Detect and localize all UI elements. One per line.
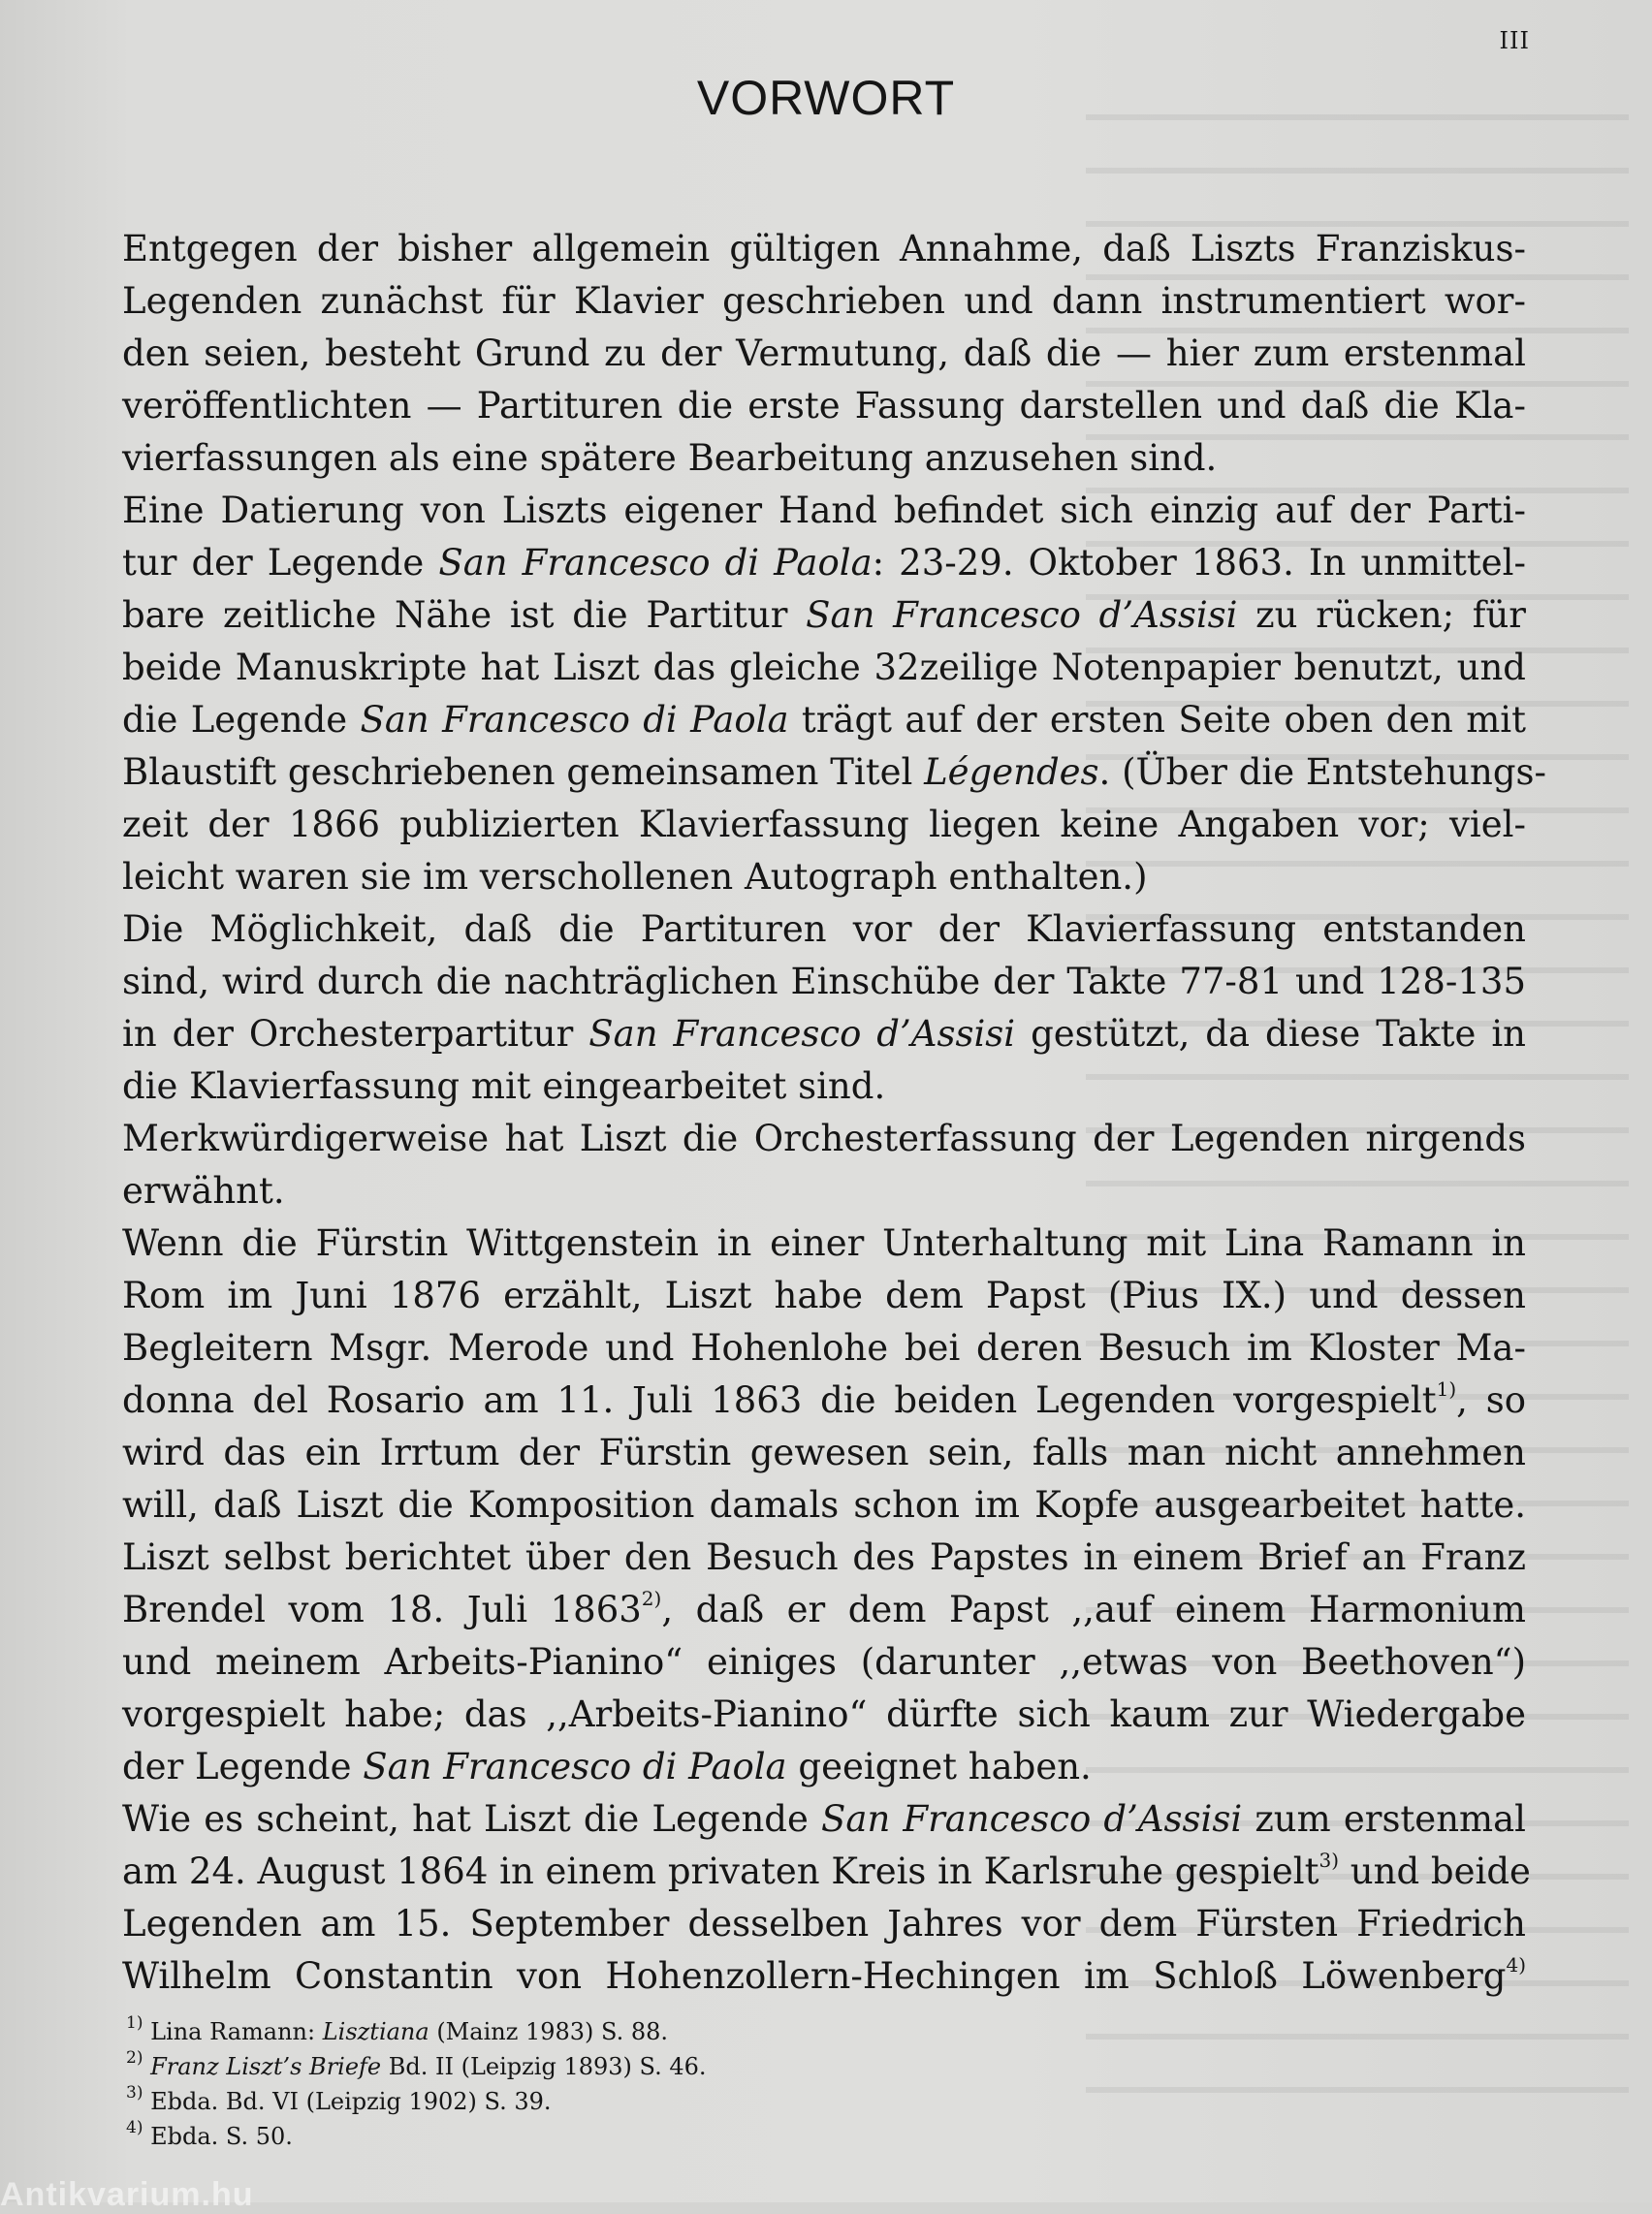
footnote-ref: 2) xyxy=(641,1586,662,1610)
text-run: . (Über die Entstehungs- xyxy=(1098,751,1547,793)
text-run: die Legende xyxy=(122,699,361,741)
text-run: will, daß Liszt die Komposition damals schon im Kopfe ausgearbeitet hatte. xyxy=(122,1484,1526,1526)
footnotes xyxy=(126,2014,707,2154)
text-line xyxy=(122,1898,1526,1950)
text-line xyxy=(122,1636,1526,1689)
text-line xyxy=(122,799,1526,851)
text-run: , so xyxy=(1456,1379,1526,1421)
text-run: Wie es scheint, hat Liszt die Legende xyxy=(122,1798,822,1840)
text-line xyxy=(122,380,1526,432)
footnote-text: (Mainz 1983) S. 88. xyxy=(429,2018,669,2045)
footnote-text: Ebda. S. 50. xyxy=(143,2123,293,2150)
text-line xyxy=(122,1427,1526,1479)
text-line xyxy=(122,642,1526,694)
italic-title: San Francesco d’Assisi xyxy=(821,1798,1243,1840)
footnote xyxy=(126,2049,707,2084)
text-run: Legenden am 15. September desselben Jahres vor dem Fürsten Friedrich xyxy=(122,1903,1526,1945)
text-line xyxy=(122,1375,1526,1427)
text-run: zum erstenmal xyxy=(1242,1798,1527,1840)
text-run: Entgegen der bisher allgemein gültigen Annahme, daß Liszts Franziskus- xyxy=(122,228,1526,269)
footnote xyxy=(126,2119,707,2154)
text-run: zeit der 1866 publizierten Klavierfassung liegen keine Angaben vor; viel- xyxy=(122,804,1526,845)
text-run: und meinem Arbeits-Pianino“ einiges (darunter ,,etwas von Beethoven“) xyxy=(122,1641,1526,1683)
text-line xyxy=(122,903,1526,956)
page-title: VORWORT xyxy=(696,71,956,125)
footnote-text: Bd. II (Leipzig 1893) S. 46. xyxy=(381,2053,707,2080)
text-run: donna del Rosario am 11. Juli 1863 die beiden Legenden vorgespielt xyxy=(122,1379,1437,1421)
text-line xyxy=(122,1322,1526,1375)
footnote-ref: 2) xyxy=(126,2048,143,2068)
text-run: veröffentlichten — Partituren die erste Fassung darstellen und daß die Kla- xyxy=(122,385,1526,427)
text-line xyxy=(122,1532,1526,1584)
page-number: III xyxy=(1499,27,1530,54)
text-run: gestützt, da diese Takte in xyxy=(1015,1013,1526,1055)
text-line xyxy=(122,328,1526,380)
text-run: den seien, besteht Grund zu der Vermutung, daß die — hier zum erstenmal xyxy=(122,332,1526,374)
text-run: Liszt selbst berichtet über den Besuch des Papstes in einem Brief an Franz xyxy=(122,1536,1526,1578)
text-run: Die Möglichkeit, daß die Partituren vor der Klavierfassung entstanden xyxy=(122,908,1526,950)
text-line xyxy=(122,1741,1526,1793)
text-run: vorgespielt habe; das ,,Arbeits-Pianino“ dürfte sich kaum zur Wiedergabe xyxy=(122,1693,1526,1735)
text-run: bare zeitliche Nähe ist die Partitur xyxy=(122,594,807,636)
italic-title: San Francesco di Paola xyxy=(363,1746,787,1787)
text-run: die Klavierfassung mit eingearbeitet sind. xyxy=(122,1065,886,1107)
text-line xyxy=(122,1113,1526,1165)
watermark: Antikvarium.hu xyxy=(0,2176,254,2213)
text-run: und beide xyxy=(1339,1850,1531,1892)
text-run: Merkwürdigerweise hat Liszt die Orchesterfassung der Legenden nirgends xyxy=(122,1118,1526,1159)
text-line xyxy=(122,537,1526,589)
text-line xyxy=(122,694,1526,746)
text-run: beide Manuskripte hat Liszt das gleiche 32zeilige Notenpapier benutzt, und xyxy=(122,647,1526,688)
footnote xyxy=(126,2014,707,2049)
text-line xyxy=(122,1479,1526,1532)
text-run: in der Orchesterpartitur xyxy=(122,1013,589,1055)
italic-title: San Francesco d’Assisi xyxy=(806,594,1238,636)
footnote-ref: 1) xyxy=(1436,1376,1457,1401)
footnote-ref: 1) xyxy=(126,2013,143,2033)
text-run: leicht waren sie im verschollenen Autograph enthalten.) xyxy=(122,856,1148,898)
text-line xyxy=(122,1689,1526,1741)
text-run: Brendel vom 18. Juli 1863 xyxy=(122,1589,642,1630)
text-run: trägt auf der ersten Seite oben den mit xyxy=(788,699,1526,741)
text-line xyxy=(122,589,1526,642)
text-run: zu rücken; für xyxy=(1237,594,1526,636)
italic-title: Lisztiana xyxy=(322,2018,429,2045)
italic-title: Franz Liszt’s Briefe xyxy=(150,2053,382,2080)
text-run: Wilhelm Constantin von Hohenzollern-Hechingen im Schloß Löwenberg xyxy=(122,1955,1507,1997)
italic-title: San Francesco di Paola xyxy=(360,699,789,741)
text-line xyxy=(122,275,1526,328)
text-run: wird das ein Irrtum der Fürstin gewesen sein, falls man nicht annehmen xyxy=(122,1432,1526,1473)
text-run: , daß er dem Papst ,,auf einem Harmonium xyxy=(661,1589,1526,1630)
footnote-text: Lina Ramann: xyxy=(143,2018,323,2045)
text-run: Wenn die Fürstin Wittgenstein in einer Unterhaltung mit Lina Ramann in xyxy=(122,1222,1526,1264)
text-run: geeignet haben. xyxy=(786,1746,1092,1787)
preface-body xyxy=(122,223,1547,2003)
italic-title: San Francesco di Paola xyxy=(438,542,873,584)
footnote-text: Ebda. Bd. VI (Leipzig 1902) S. 39. xyxy=(143,2088,552,2115)
text-line xyxy=(122,1060,1526,1113)
text-line xyxy=(122,1008,1526,1060)
footnote xyxy=(126,2084,707,2119)
text-run: Blaustift geschriebenen gemeinsamen Titel xyxy=(122,751,925,793)
text-run: der Legende xyxy=(122,1746,364,1787)
text-run: Legenden zunächst für Klavier geschrieben und dann instrumentiert wor- xyxy=(122,280,1526,322)
text-line xyxy=(122,956,1526,1008)
text-run: vierfassungen als eine spätere Bearbeitung anzusehen sind. xyxy=(122,437,1218,479)
text-line xyxy=(122,851,1526,903)
footnote-ref: 3) xyxy=(126,2083,143,2103)
footnote-text xyxy=(143,2053,150,2080)
text-run: sind, wird durch die nachträglichen Einschübe der Takte 77-81 und 128-135 xyxy=(122,961,1526,1002)
text-run: Begleitern Msgr. Merode und Hohenlohe bei deren Besuch im Kloster Ma- xyxy=(122,1327,1526,1369)
text-run: erwähnt. xyxy=(122,1170,285,1212)
text-run: am 24. August 1864 in einem privaten Kreis in Karlsruhe gespielt xyxy=(122,1850,1319,1892)
text-line xyxy=(122,1165,1526,1218)
text-line xyxy=(122,485,1526,537)
text-line xyxy=(122,1584,1526,1636)
footnote-ref: 4) xyxy=(1506,1952,1526,1977)
italic-title: Légendes xyxy=(924,751,1099,793)
footnote-ref: 4) xyxy=(126,2118,143,2137)
text-line xyxy=(122,1950,1526,2003)
text-line xyxy=(122,1793,1526,1846)
italic-title: San Francesco d’Assisi xyxy=(588,1013,1016,1055)
text-run: Eine Datierung von Liszts eigener Hand befindet sich einzig auf der Parti- xyxy=(122,490,1526,531)
text-run: Rom im Juni 1876 erzählt, Liszt habe dem Papst (Pius IX.) und dessen xyxy=(122,1275,1526,1316)
text-line xyxy=(122,1846,1531,1898)
text-line xyxy=(122,1218,1526,1270)
text-line xyxy=(122,223,1526,275)
text-line xyxy=(122,432,1526,485)
text-line xyxy=(122,746,1547,799)
text-run: : 23-29. Oktober 1863. In unmittel- xyxy=(872,542,1526,584)
footnote-ref: 3) xyxy=(1318,1848,1340,1872)
text-run: tur der Legende xyxy=(122,542,439,584)
text-line xyxy=(122,1270,1526,1322)
